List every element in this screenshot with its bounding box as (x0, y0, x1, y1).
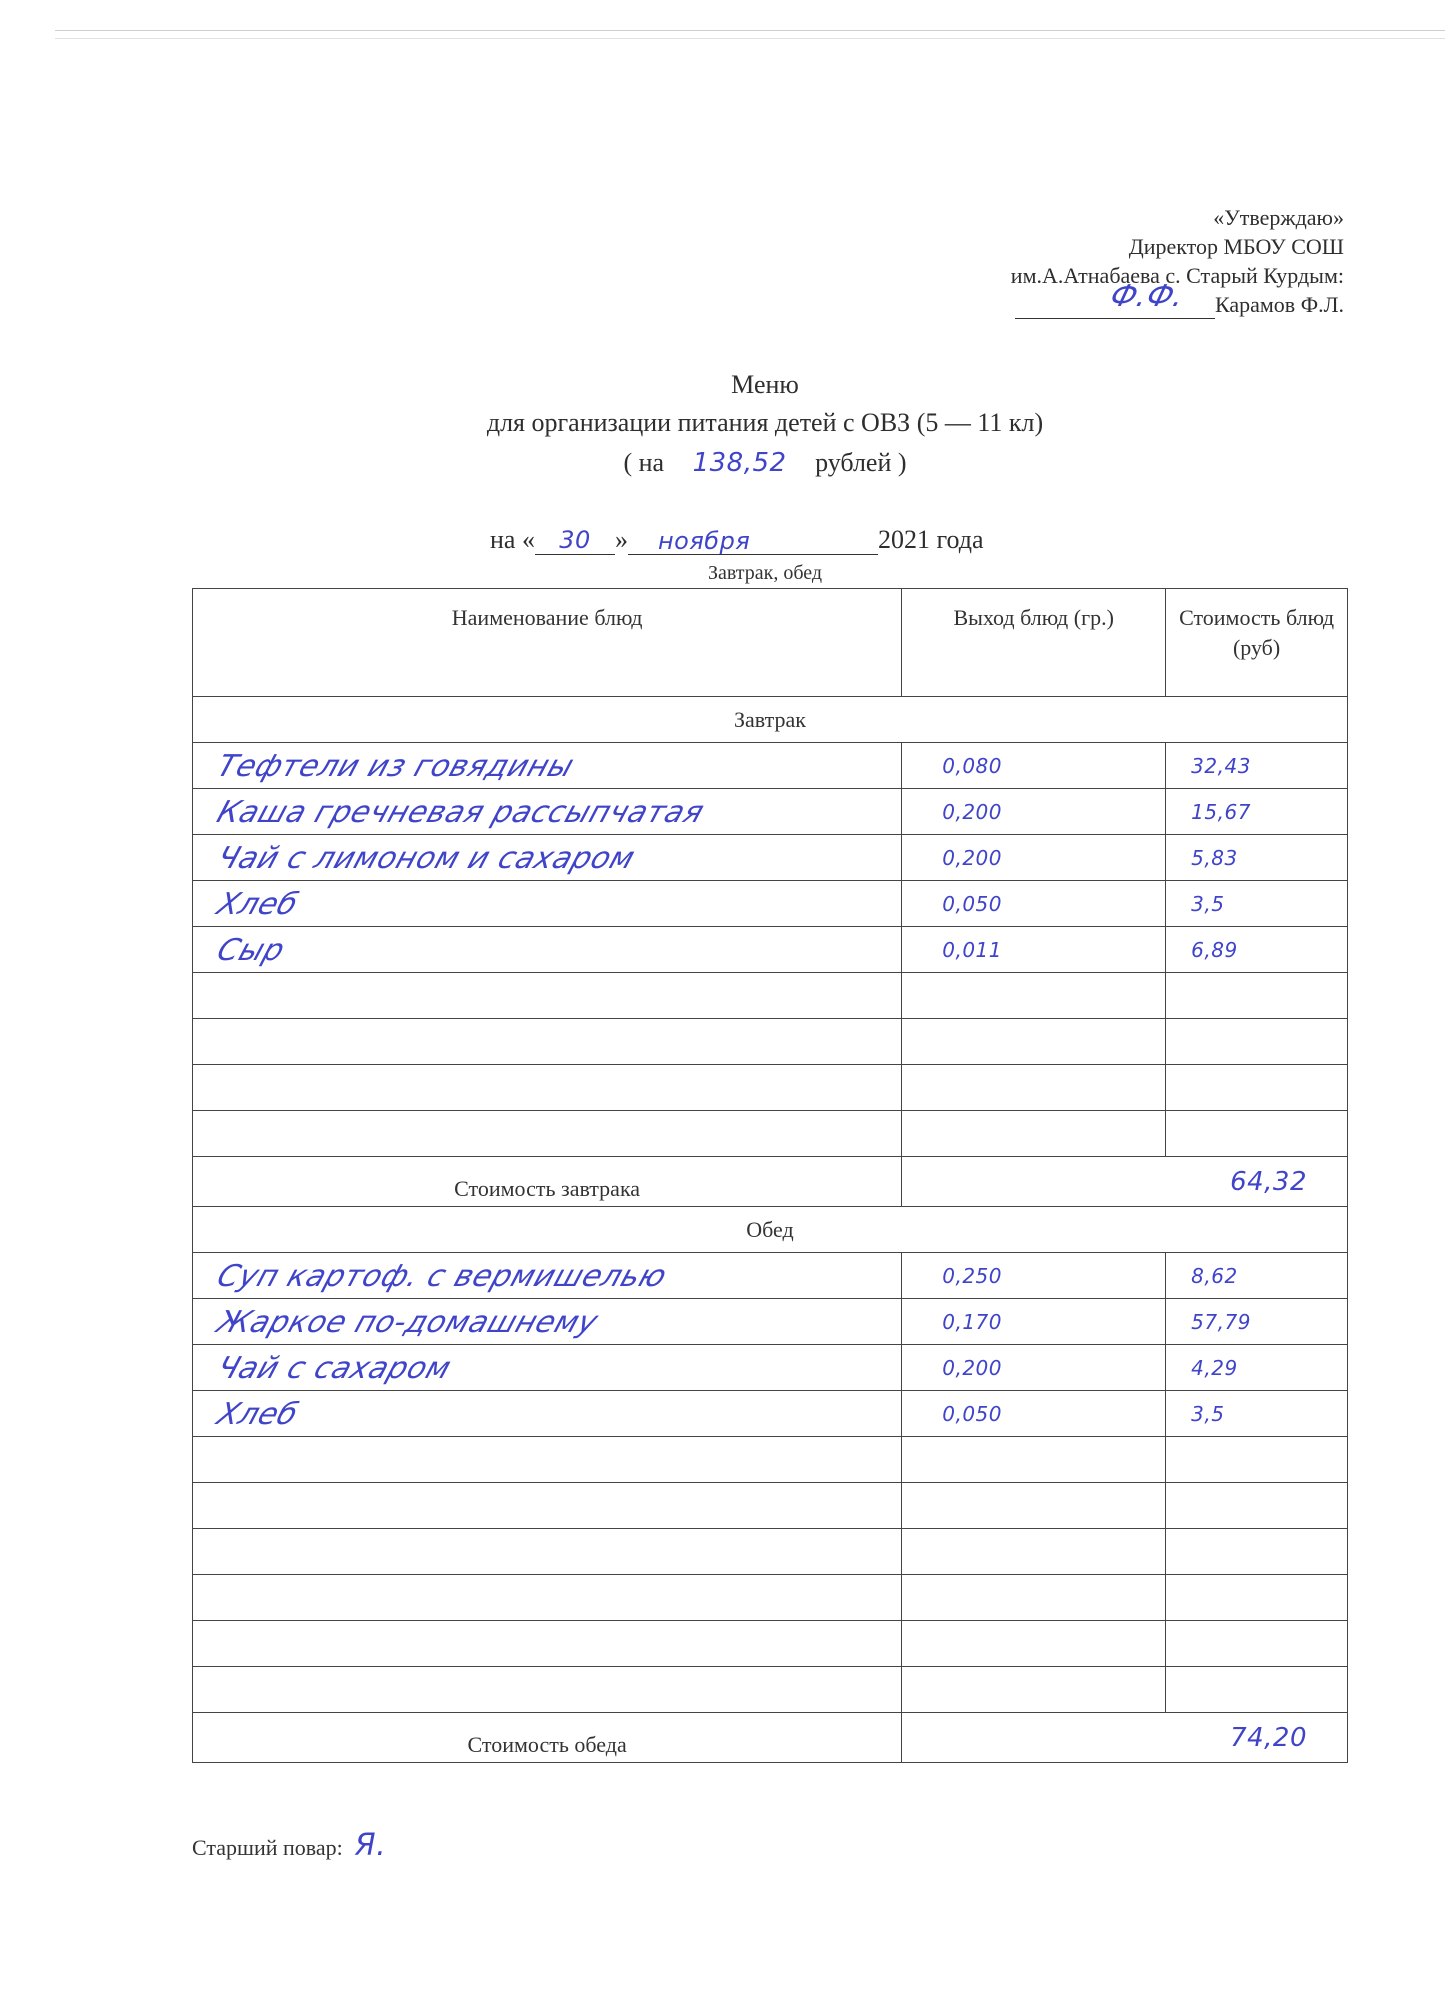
table-header-row (193, 589, 1348, 697)
dish-name (185, 1621, 909, 1667)
dish-name (185, 1437, 909, 1483)
dish-price (1166, 1667, 1348, 1713)
dish-weight (902, 1575, 1166, 1621)
price-value: 138,52 (692, 448, 787, 478)
approval-title: «Утверждаю» (1213, 205, 1344, 230)
dish-weight: 0,200 (902, 835, 1166, 881)
dish-name: Чай с сахаром (185, 1345, 909, 1391)
director-signature: Ф.Ф. (1106, 279, 1189, 314)
lunch-total-value: 74,20 (902, 1713, 1348, 1763)
menu-row (193, 789, 1348, 835)
date-day: 30 (535, 526, 615, 555)
date-line (490, 525, 984, 555)
lunch-total-label: Стоимость обеда (193, 1713, 902, 1763)
dish-name (185, 1065, 909, 1111)
menu-row (193, 1391, 1348, 1437)
col-header-weight: Выход блюд (гр.) (902, 589, 1166, 697)
breakfast-rows (193, 743, 1348, 1157)
approval-signature-row (1011, 279, 1344, 319)
menu-table (192, 588, 1348, 1763)
breakfast-total-row (193, 1157, 1348, 1207)
dish-weight (902, 1483, 1166, 1529)
dish-weight: 0,200 (902, 1345, 1166, 1391)
date-year: 2021 года (877, 525, 984, 554)
dish-price (1166, 1437, 1348, 1483)
dish-price (1166, 1483, 1348, 1529)
dish-price (1166, 1065, 1348, 1111)
dish-weight (902, 1019, 1166, 1065)
menu-row (193, 1437, 1348, 1483)
price-line (0, 448, 1454, 478)
price-suffix: рублей ) (815, 448, 907, 477)
dish-name (185, 1483, 909, 1529)
menu-row (193, 1621, 1348, 1667)
menu-row (193, 1529, 1348, 1575)
dish-name (185, 1667, 909, 1713)
menu-row (193, 927, 1348, 973)
date-month: ноября (628, 527, 878, 555)
approval-block (1011, 203, 1344, 319)
section-row-breakfast (193, 697, 1348, 743)
lunch-total-row (193, 1713, 1348, 1763)
cook-label: Старший повар: (192, 1835, 343, 1860)
dish-price: 3,5 (1166, 1391, 1348, 1437)
dish-price: 15,67 (1166, 789, 1348, 835)
dish-weight (902, 1065, 1166, 1111)
price-prefix: ( на (623, 448, 665, 477)
menu-row (193, 1299, 1348, 1345)
dish-weight: 0,050 (902, 1391, 1166, 1437)
dish-price (1166, 973, 1348, 1019)
dish-name: Каша гречневая рассыпчатая (185, 789, 909, 835)
menu-row (193, 743, 1348, 789)
menu-row (193, 1483, 1348, 1529)
menu-row (193, 1253, 1348, 1299)
section-label: Обед (193, 1207, 1348, 1253)
meal-subtitle: Завтрак, обед (707, 562, 823, 584)
date-mid: » (614, 525, 628, 554)
dish-price: 57,79 (1166, 1299, 1348, 1345)
dish-name: Чай с лимоном и сахаром (185, 835, 909, 881)
dish-weight (902, 1437, 1166, 1483)
dish-weight (902, 973, 1166, 1019)
dish-weight (902, 1111, 1166, 1157)
dish-name (185, 1019, 909, 1065)
dish-name: Сыр (185, 927, 909, 973)
menu-row (193, 1065, 1348, 1111)
dish-weight: 0,200 (902, 789, 1166, 835)
section-label: Завтрак (193, 697, 1348, 743)
dish-name: Хлеб (185, 1391, 909, 1437)
menu-row (193, 1575, 1348, 1621)
dish-weight: 0,250 (902, 1253, 1166, 1299)
menu-row (193, 1019, 1348, 1065)
cook-signature: Я. (354, 1828, 387, 1863)
dish-weight (902, 1621, 1166, 1667)
dish-weight: 0,011 (902, 927, 1166, 973)
dish-name: Тефтели из говядины (185, 743, 909, 789)
breakfast-total-value: 64,32 (902, 1157, 1348, 1207)
dish-price (1166, 1529, 1348, 1575)
breakfast-total-label: Стоимость завтрака (193, 1157, 902, 1207)
dish-weight (902, 1529, 1166, 1575)
approval-school: им.А.Атнабаева с. Старый Курдым: (1010, 263, 1344, 288)
dish-price: 3,5 (1166, 881, 1348, 927)
section-row-lunch (193, 1207, 1348, 1253)
lunch-rows (193, 1253, 1348, 1713)
dish-price (1166, 1111, 1348, 1157)
menu-row (193, 1667, 1348, 1713)
dish-name: Хлеб (185, 881, 909, 927)
dish-weight: 0,080 (902, 743, 1166, 789)
dish-weight (902, 1667, 1166, 1713)
director-name: Карамов Ф.Л. (1214, 292, 1344, 317)
menu-row (193, 973, 1348, 1019)
date-prefix: на « (490, 525, 535, 554)
dish-price (1166, 1575, 1348, 1621)
dish-price (1166, 1019, 1348, 1065)
dish-name: Жаркое по-домашнему (185, 1299, 909, 1345)
col-header-name: Наименование блюд (193, 589, 902, 697)
document-title: Меню (731, 370, 799, 399)
dish-name: Суп картоф. с вермишелью (185, 1253, 909, 1299)
dish-name (185, 1529, 909, 1575)
dish-name (185, 973, 909, 1019)
dish-price (1166, 1621, 1348, 1667)
dish-weight: 0,170 (902, 1299, 1166, 1345)
dish-price: 4,29 (1166, 1345, 1348, 1391)
col-header-price: Стоимость блюд (руб) (1166, 589, 1348, 697)
dish-weight: 0,050 (902, 881, 1166, 927)
menu-row (193, 881, 1348, 927)
dish-name (185, 1575, 909, 1621)
cook-signature-block (192, 1828, 386, 1863)
scan-edge-line (55, 30, 1445, 31)
dish-price: 32,43 (1166, 743, 1348, 789)
scan-edge-line (55, 38, 1445, 39)
approval-position: Директор МБОУ СОШ (1128, 234, 1344, 259)
menu-row (193, 1345, 1348, 1391)
document-subtitle: для организации питания детей с ОВЗ (5 — 11 кл) (486, 408, 1044, 437)
menu-row (193, 835, 1348, 881)
dish-price: 8,62 (1166, 1253, 1348, 1299)
dish-name (185, 1111, 909, 1157)
dish-price: 5,83 (1166, 835, 1348, 881)
dish-price: 6,89 (1166, 927, 1348, 973)
menu-row (193, 1111, 1348, 1157)
